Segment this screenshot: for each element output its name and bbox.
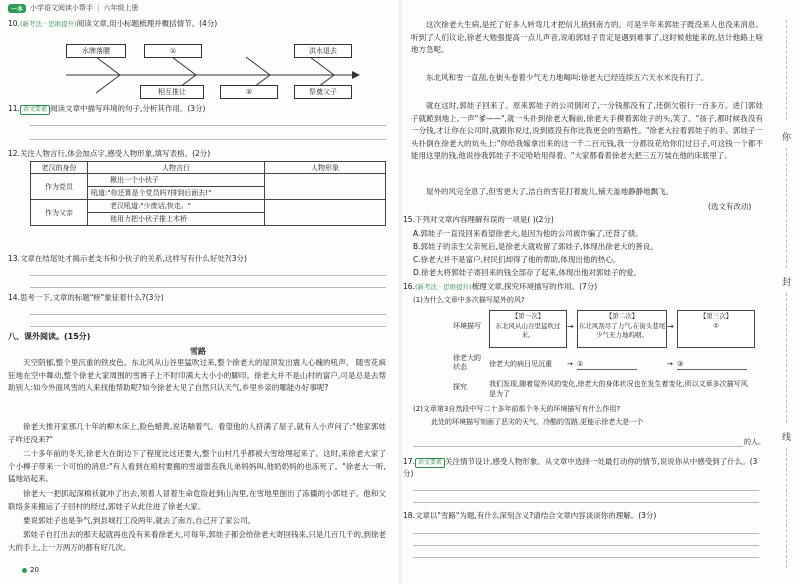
- table-header: 人物形象: [265, 162, 386, 174]
- q17-answer-line-2[interactable]: [413, 502, 759, 503]
- q11-answer-line-1[interactable]: [30, 125, 386, 126]
- flow-arrow-icon: →: [667, 360, 673, 368]
- margin-char-2: 封: [782, 278, 792, 288]
- table-cell: 老汉吼道:"少废话,快走。": [88, 200, 265, 213]
- q18-number: 18.: [403, 511, 415, 520]
- table-header: 人物言行: [88, 162, 265, 174]
- flow-explore-text: 我们发现,随着屋外风的变化,徐老大的身体状况也在发生着变化,所以文章多次描写风是为了: [489, 380, 748, 398]
- q16-prompt: [403, 282, 597, 292]
- flow-box-3-title: 【第三次】: [699, 312, 733, 320]
- q12-table: [30, 161, 386, 226]
- flow-box-2-body: 东北风刮尽了力气,在街头巷尾少气无力地呜咽。: [578, 321, 666, 339]
- header-separator: |: [97, 4, 100, 12]
- q16-sub2-text: 此处的环境描写刻画了恶劣的天气、冷酷的雪路,更能示徐老大是一个: [431, 418, 644, 426]
- q12-number: 12.: [8, 149, 20, 158]
- section-8-title: 八、课外阅读。(15分): [8, 332, 91, 341]
- q15-option-b[interactable]: B.郭娃子的亲生父亲死后,是徐老大就收留了郭娃子,体现出徐老大的善良。: [413, 242, 658, 251]
- q18-answer-line-2[interactable]: [413, 545, 759, 546]
- flow-box-3-blank[interactable]: ②: [713, 321, 719, 330]
- binding-line: [786, 148, 787, 268]
- story-paragraph-7: 这次徐老大生病,是托了好多人转弯几才把信儿捎到南方的。可是半年来郭娃子既没来人也没来消息。听到了人们议论,徐老大勉强提高一点儿声音,说咱郭娃子肯定是遇到难事了,这时候他能来的,估计他路上啥地方急呢。: [411, 20, 763, 55]
- q13-prompt: [8, 254, 247, 264]
- brand-logo: 一本: [8, 4, 26, 13]
- fishbone-box-4: 祭奠父子: [294, 85, 352, 99]
- q14-text: 思考一下,文章的标题"桥"象征着什么?(3分): [19, 293, 164, 302]
- fishbone-box-2: 洪水退去: [294, 44, 352, 58]
- page-fold: [399, 0, 402, 584]
- flow-arrow-icon: →: [667, 322, 674, 331]
- q17-tag: 语文要素: [415, 458, 445, 468]
- table-cell: 揪出一个小伙子: [88, 174, 265, 187]
- q16-sub2-end: 的人。: [744, 438, 765, 446]
- page-number: [22, 566, 39, 574]
- fishbone-blank-2[interactable]: ②: [220, 85, 278, 99]
- q16-sub2: (2)文章第3自然段中写二十多年前那个冬天的环境描写有什么作用?: [413, 405, 621, 413]
- q10-tag: (新考法 · 思维提升): [19, 20, 77, 28]
- binding-line: [786, 293, 787, 423]
- table-answer-cell[interactable]: [265, 200, 386, 226]
- table-cell-role: 作为党员: [31, 174, 88, 200]
- flow-box-2-title: 【第二次】: [605, 312, 639, 320]
- q11-tag: 语文要素: [20, 105, 50, 115]
- q15-option-d[interactable]: D.徐老大将郭娃子寄回来的钱全部存了起来,体现出他对郭娃子的爱。: [413, 268, 642, 277]
- q11-answer-line-2[interactable]: [30, 139, 386, 140]
- flow-box-1-body: 东北风从山谷里猛吹过来。: [495, 321, 561, 339]
- q13-answer-line-2[interactable]: [30, 287, 386, 288]
- binding-line: [786, 20, 787, 120]
- q16-sub1: (1)为什么文章中多次描写屋外的风?: [413, 296, 525, 304]
- q15-option-c[interactable]: C.徐老大并不是富户,村民们却得了他的帮助,体现出他的热心。: [413, 255, 621, 264]
- story-paragraph-8: 东北风和雪一直刮,在街头卷着少气无力地喝叫:徐老大已经连续五六天水米没有打了。: [426, 73, 709, 82]
- q13-text: 文章在结尾处才揭示老支书和小伙子的关系,这样写有什么好处?(3分): [19, 254, 247, 263]
- fishbone-box-1: 水牌落腰: [66, 44, 126, 58]
- q18-text: 文章以"雪路"为题,有什么深刻含义?请结合文章内容谈谈你的理解。(3分): [414, 511, 657, 520]
- q17-text: 关注情节设计,感受人物形象。从文章中选择一处最打动你的情节,说说你从中感受到了什么。(3分): [403, 457, 758, 478]
- q17-answer-line-1[interactable]: [413, 490, 759, 491]
- flow-row-label-env: 环境描写: [453, 322, 481, 330]
- fishbone-box-3: 相互推让: [140, 85, 204, 99]
- q13-number: 13.: [8, 254, 20, 263]
- flow-row-label-explore: 探究: [453, 383, 467, 391]
- story-source: (选文有改动): [708, 202, 752, 211]
- q16-sub2-answer-line[interactable]: [413, 446, 743, 447]
- story-paragraph-6: 郭娃子自打出去的那天起就再也没有来看徐老大,可每年,郭娃子都会给徐老大寄回钱来,只是几百几千的,到徐老大的手上,上一万两万的都有好几次。: [8, 530, 386, 552]
- q12-prompt: [8, 149, 210, 159]
- q16-text: 梳理文章,探究环境描写的作用。(7分): [471, 282, 598, 291]
- flow-box-3[interactable]: [677, 310, 755, 348]
- page-number-text: 20: [30, 566, 39, 574]
- flow-row-label-state: 徐老大的状态: [453, 354, 481, 371]
- q15-option-a[interactable]: A.郭娃子一直没回来看望徐老大,是因为他的公司被诈骗了,还背了债。: [413, 229, 643, 238]
- fishbone-blank-1[interactable]: ①: [144, 44, 202, 58]
- flow-arrow-icon: →: [567, 322, 574, 331]
- flow-state-blank-2[interactable]: ③: [677, 360, 747, 370]
- q14-answer-line-1[interactable]: [30, 314, 386, 315]
- q10-number: 10.: [8, 19, 20, 28]
- table-header: 老汉的身份: [31, 162, 88, 174]
- q11-number: 11.: [8, 104, 20, 113]
- q18-prompt: [403, 511, 656, 521]
- table-row: [31, 200, 386, 213]
- story-paragraph-1: 天空阴郁,整个里沉重的铁皮色。东北风从山谷里猛吹过来,整个徐老大的屋顶发出震人心魄的吼声。 随雪花疯狂地在空中舞动,整个徐老大家周围的雪裤子上不时印满大大小小的脚印。徐老大并不是山村的富户,可是总是去帮助别人:如今外面风雪的人来找他帮助呢?如今徐老大见了自然只认天气,乡里乡亲的哪能办好事呢?: [8, 358, 386, 393]
- book-title: 小学语文阅读小帮手: [30, 4, 94, 12]
- table-cell-role: 作为父亲: [31, 200, 88, 226]
- story-paragraph-10: 屋外的风完全息了,但雪更大了,洁白的雪花打着旋儿,铺天盖地静静地飘飞。: [426, 187, 674, 196]
- story-paragraph-2: 徐老大推开家那几十年的柳木床上,脸色蜡黄,说话喘着气。看望他的人挤满了屋子,就有人小声问了:"他家郭娃子咋还没来?": [8, 422, 386, 444]
- q11-prompt: [8, 104, 205, 115]
- table-answer-cell[interactable]: [265, 174, 386, 200]
- margin-char-3: 线: [782, 433, 792, 443]
- binding-line: [786, 448, 787, 568]
- flow-state-text: 徐老大的病日见沉重: [489, 360, 552, 368]
- q17-number: 17.: [403, 457, 415, 466]
- flow-state-blank-1[interactable]: ①: [577, 360, 637, 370]
- story-paragraph-4: 徐老大一把抓起深棉袄就冲了出去,领着人冒着生命危险赶到山沟里,在雪地里刨出了冻僵的小郭娃子。他和父联络多来搬运了子回村的经过,郭娃子从此住进了徐老大家。: [8, 489, 386, 511]
- q14-number: 14.: [8, 293, 20, 302]
- q12-text: 关注人物言行,体会加点字,感受人物形象,填写表格。(2分): [19, 149, 211, 158]
- margin-char-1: 你: [782, 133, 792, 143]
- grade-label: 六年级上册: [103, 4, 139, 12]
- q13-answer-line-1[interactable]: [30, 275, 386, 276]
- q10-text: 阅读文章,用小标题梳理并概括情节。(4分): [76, 19, 218, 28]
- story-paragraph-5: 要说郭娃子也是争气,到县城打工没两年,就去了南方,自己开了家公司。: [23, 516, 256, 525]
- story-paragraph-3: 二十多年前的冬天,徐老大在街边下了程度比这还要大,整个山村几乎都被大雪给埋起来了。这时,来徐老大家了个小柳子带来一个可怕的消息:"有人看到在咱村要搬的雪道雷丧我儿弟妈妈叫,他奶奶妈的也冻死了。"徐老大一听,猛地站起来。: [8, 449, 386, 484]
- q17-prompt: [403, 456, 759, 479]
- q18-answer-line-1[interactable]: [413, 533, 759, 534]
- story-paragraph-9: 就在这时,郭娃子回来了。原来郭娃子的公司倒闭了,一分钱都没有了,还倒欠银行一百多万。进门郭娃子就跪到地上,一声"爹——",就一头扑到徐老大胸前,徐老大手摸着郭娃子的头,笑了。"孩子,都时候我没有一分钱,才让你在公司时,就跟你说过,说到底没有你比我更会的雪路性。"徐老大拉着郭娃子的手。郭娃子一头扑倒在徐老大的炕头上:"你给我嫁拿出来的这一千二百元钱,我一分都没花给你们过日子,可这钱一个都不能用这里的钱,他说待我郭娃子不定哈哈用得着。"大家都看着徐老大把三五万装在他的床底里了。: [411, 101, 763, 161]
- q18-answer-line-3[interactable]: [413, 557, 759, 558]
- q15-text: 下列对文章内容理解有误的一项是( )(2分): [414, 215, 554, 224]
- flow-arrow-icon: →: [567, 360, 573, 368]
- page-dot-icon: [22, 568, 27, 573]
- table-row: [31, 174, 386, 187]
- q16-tag: (新考法 · 思维提升): [414, 283, 472, 291]
- table-cell: 吼道:"你还算是个党员吗?排到后面去!": [88, 187, 265, 200]
- q16-number: 16.: [403, 282, 415, 291]
- q15-prompt: [403, 215, 554, 225]
- flow-box-2: [577, 310, 667, 348]
- q15-number: 15.: [403, 215, 415, 224]
- flow-box-1: [489, 310, 567, 348]
- table-header-row: [31, 162, 386, 174]
- q14-prompt: [8, 293, 164, 303]
- q14-answer-line-2[interactable]: [30, 326, 386, 327]
- table-cell: 他用力把小伙子推上木桥: [88, 213, 265, 226]
- flow-box-1-title: 【第一次】: [511, 312, 545, 320]
- story-title: 雪路: [190, 347, 206, 356]
- q11-text: 阅读文章中描写环境的句子,分析其作用。(3分): [49, 104, 206, 113]
